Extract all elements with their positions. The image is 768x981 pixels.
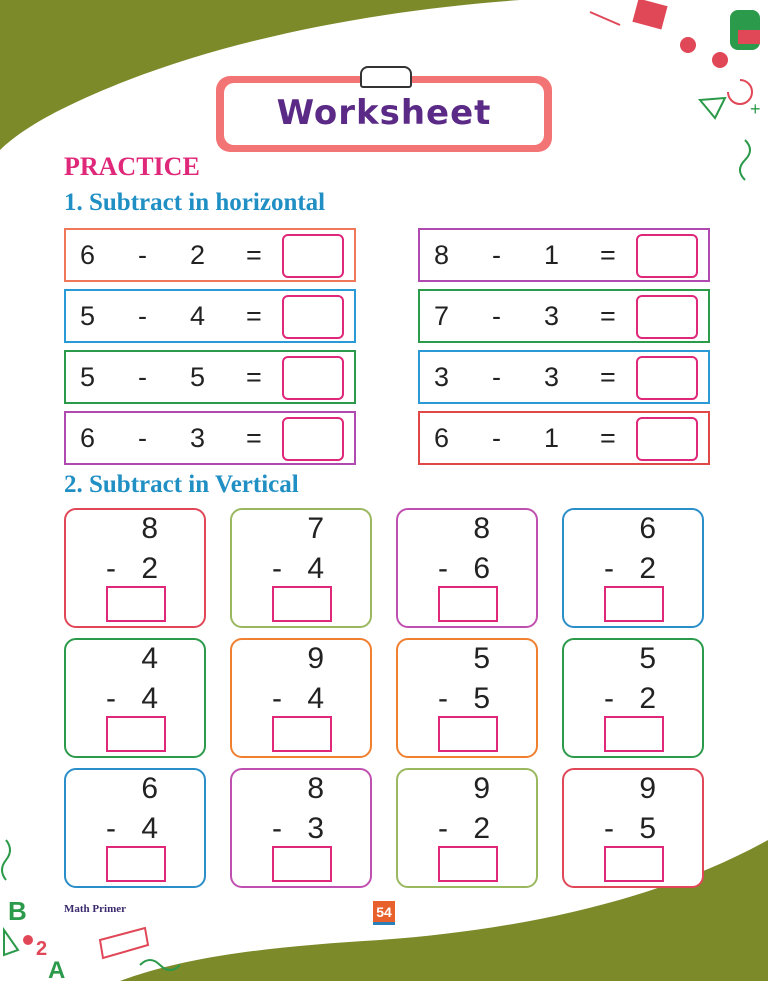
equals-sign: =: [246, 240, 262, 270]
equals-sign: =: [600, 240, 616, 270]
subtrahend: 2: [141, 552, 158, 585]
vertical-problem-card: [230, 508, 372, 628]
answer-box[interactable]: [604, 716, 664, 752]
book-title: Math Primer: [64, 903, 126, 915]
minuend: 6: [141, 772, 158, 805]
subtrahend: 2: [473, 812, 490, 845]
horizontal-problem-row: [64, 289, 356, 343]
minuend: 7: [434, 301, 450, 331]
answer-box[interactable]: [106, 716, 166, 752]
vertical-problem-card: [64, 508, 206, 628]
answer-box[interactable]: [282, 417, 344, 461]
minus-sign: -: [604, 682, 614, 715]
svg-text:+: +: [750, 99, 761, 119]
minus-sign: -: [604, 552, 614, 585]
minus-sign: -: [272, 552, 282, 585]
section-1-heading: 1. Subtract in horizontal: [64, 189, 326, 216]
svg-text:2: 2: [36, 938, 48, 960]
equals-sign: =: [246, 301, 262, 331]
subtrahend: 4: [141, 812, 158, 845]
minus-sign: -: [138, 423, 147, 453]
vertical-problem-card: [230, 768, 372, 888]
minuend: 8: [434, 240, 450, 270]
subtrahend: 4: [190, 301, 206, 331]
page-number: 54: [373, 901, 395, 925]
vertical-problem-card: [396, 768, 538, 888]
minuend: 6: [434, 423, 450, 453]
horizontal-problem-row: [64, 350, 356, 404]
horizontal-problem-row: [418, 350, 710, 404]
vertical-problem-card: [562, 508, 704, 628]
minus-sign: -: [492, 240, 501, 270]
minuend: 9: [307, 642, 324, 675]
minus-sign: -: [604, 812, 614, 845]
equals-sign: =: [600, 362, 616, 392]
equals-sign: =: [246, 362, 262, 392]
minuend: 8: [307, 772, 324, 805]
minuend: 4: [141, 642, 158, 675]
answer-box[interactable]: [636, 356, 698, 400]
answer-box[interactable]: [438, 586, 498, 622]
minus-sign: -: [106, 552, 116, 585]
minuend: 6: [639, 512, 656, 545]
minuend: 9: [639, 772, 656, 805]
answer-box[interactable]: [438, 846, 498, 882]
minus-sign: -: [138, 240, 147, 270]
equals-sign: =: [600, 301, 616, 331]
answer-box[interactable]: [604, 846, 664, 882]
answer-box[interactable]: [636, 417, 698, 461]
vertical-problem-card: [64, 638, 206, 758]
minus-sign: -: [106, 812, 116, 845]
subtrahend: 2: [190, 240, 206, 270]
subtrahend: 3: [544, 362, 560, 392]
minus-sign: -: [492, 362, 501, 392]
minuend: 5: [639, 642, 656, 675]
answer-box[interactable]: [636, 295, 698, 339]
minus-sign: -: [272, 682, 282, 715]
minus-sign: -: [492, 301, 501, 331]
answer-box[interactable]: [282, 295, 344, 339]
minus-sign: -: [138, 301, 147, 331]
vertical-problem-card: [230, 638, 372, 758]
equals-sign: =: [246, 423, 262, 453]
horizontal-problem-row: [64, 228, 356, 282]
subtrahend: 4: [141, 682, 158, 715]
vertical-problem-card: [562, 638, 704, 758]
subtrahend: 1: [544, 240, 560, 270]
minuend: 8: [141, 512, 158, 545]
subtrahend: 3: [544, 301, 560, 331]
page-title: Worksheet: [276, 93, 492, 133]
subtrahend: 5: [190, 362, 206, 392]
answer-box[interactable]: [106, 586, 166, 622]
top-right-doodles-icon: [590, 0, 761, 180]
minus-sign: -: [438, 552, 448, 585]
svg-text:B: B: [8, 896, 27, 926]
answer-box[interactable]: [282, 356, 344, 400]
minuend: 6: [80, 423, 96, 453]
minuend: 9: [473, 772, 490, 805]
subtrahend: 5: [473, 682, 490, 715]
answer-box[interactable]: [272, 846, 332, 882]
answer-box[interactable]: [106, 846, 166, 882]
subtrahend: 3: [307, 812, 324, 845]
subtrahend: 6: [473, 552, 490, 585]
minuend: 5: [80, 301, 96, 331]
subtrahend: 5: [639, 812, 656, 845]
practice-heading: PRACTICE: [64, 152, 200, 181]
answer-box[interactable]: [636, 234, 698, 278]
horizontal-problem-row: [64, 411, 356, 465]
minus-sign: -: [438, 812, 448, 845]
minus-sign: -: [492, 423, 501, 453]
minuend: 5: [80, 362, 96, 392]
section-2-heading: 2. Subtract in Vertical: [64, 471, 299, 498]
minuend: 6: [80, 240, 96, 270]
subtrahend: 2: [639, 552, 656, 585]
subtrahend: 1: [544, 423, 560, 453]
vertical-problem-card: [64, 768, 206, 888]
svg-text:A: A: [48, 957, 66, 981]
subtrahend: 3: [190, 423, 206, 453]
subtrahend: 4: [307, 682, 324, 715]
minuend: 3: [434, 362, 450, 392]
worksheet-title-board: [216, 72, 552, 154]
horizontal-problem-row: [418, 411, 710, 465]
answer-box[interactable]: [272, 586, 332, 622]
answer-box[interactable]: [272, 716, 332, 752]
answer-box[interactable]: [604, 586, 664, 622]
minuend: 7: [307, 512, 324, 545]
equals-sign: =: [600, 423, 616, 453]
answer-box[interactable]: [282, 234, 344, 278]
answer-box[interactable]: [438, 716, 498, 752]
subtrahend: 4: [307, 552, 324, 585]
vertical-problem-card: [396, 508, 538, 628]
minus-sign: -: [272, 812, 282, 845]
subtrahend: 2: [639, 682, 656, 715]
vertical-problem-card: [562, 768, 704, 888]
horizontal-problem-row: [418, 228, 710, 282]
minus-sign: -: [138, 362, 147, 392]
minus-sign: -: [106, 682, 116, 715]
horizontal-problem-row: [418, 289, 710, 343]
minuend: 8: [473, 512, 490, 545]
vertical-problem-card: [396, 638, 538, 758]
minus-sign: -: [438, 682, 448, 715]
minuend: 5: [473, 642, 490, 675]
